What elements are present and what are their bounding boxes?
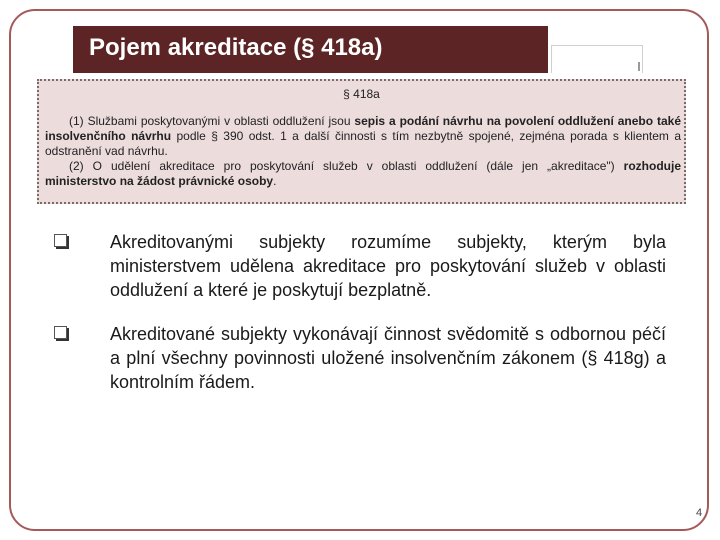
law-p1-text-a: (1) Službami poskytovanými v oblasti oddlužení jsou	[69, 114, 355, 128]
bullet-item	[50, 322, 666, 394]
law-p2-text-b: .	[273, 174, 277, 188]
law-p1-text-b: podle § 390 odst. 1 a další činnosti s tím nezbytně spojené, zejména porada s klientem a odstranění vad návrhu.	[45, 129, 681, 158]
bullet-item	[50, 230, 666, 302]
page-number: 4	[696, 507, 703, 519]
decorative-corner-tick	[638, 62, 640, 71]
slide-title: Pojem akreditace (§ 418a)	[89, 34, 383, 61]
square-bullet-icon	[54, 234, 67, 247]
law-paragraph-2	[45, 159, 681, 189]
law-p2-bold: rozhoduje ministerstvo na žádost právnické osoby	[45, 159, 681, 188]
square-bullet-icon	[54, 326, 67, 339]
law-excerpt-body	[45, 114, 681, 189]
bullet-text: Akreditované subjekty vykonávají činnost svědomitě s odbornou péčí a plní všechny povinnosti uložené insolvenčním zákonem (§ 418g) a kontrolním řádem.	[110, 324, 666, 392]
law-excerpt-box	[37, 79, 686, 204]
bullet-text: Akreditovanými subjekty rozumíme subjekty, kterým byla ministerstvem udělena akreditace pro poskytování služeb v oblasti oddlužení a které je poskytují bezplatně.	[110, 232, 666, 300]
title-bar	[73, 26, 548, 73]
law-p1-bold: sepis a podání návrhu na povolení oddlužení anebo také insolvenčního návrhu	[45, 114, 681, 143]
law-section-heading: § 418a	[343, 87, 380, 101]
law-p2-text-a: (2) O udělení akreditace pro poskytování služeb v oblasti oddlužení (dále jen „akreditace")	[69, 159, 624, 173]
decorative-corner-box	[551, 45, 643, 73]
law-paragraph-1	[45, 114, 681, 159]
bullet-list	[50, 230, 666, 414]
